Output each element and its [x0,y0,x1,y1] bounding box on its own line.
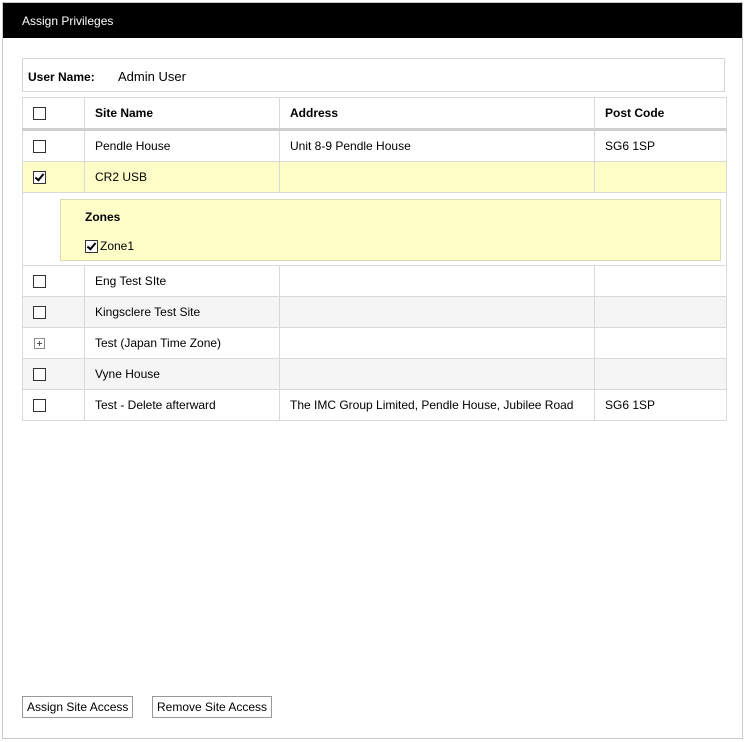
user-name-box [22,58,725,92]
expand-plus-icon[interactable] [34,338,45,349]
address-cell: The IMC Group Limited, Pendle House, Jubilee Road [280,390,595,421]
row-checkbox[interactable] [33,368,46,381]
table-row[interactable] [23,266,727,297]
site-name-cell: Vyne House [85,359,280,390]
site-name-cell: Test (Japan Time Zone) [85,328,280,359]
row-checkbox-cell [23,266,85,297]
table-row[interactable] [23,130,727,162]
zones-cell [23,193,727,266]
table-row[interactable] [23,328,727,359]
title-bar [3,3,742,38]
post-code-cell [595,328,727,359]
post-code-cell: SG6 1SP [595,390,727,421]
post-code-cell [595,266,727,297]
table-header-row [23,98,727,130]
address-cell: Unit 8-9 Pendle House [280,130,595,162]
zones-row [23,193,727,266]
table-row[interactable] [23,359,727,390]
row-expander-cell [23,328,85,359]
zones-title: Zones [85,210,121,224]
zone-item[interactable] [85,239,134,253]
row-checkbox[interactable] [33,275,46,288]
window-title: Assign Privileges [22,14,114,28]
sites-table [22,97,727,421]
row-checkbox[interactable] [33,140,46,153]
user-name-value: Admin User [118,69,186,84]
site-name-cell: CR2 USB [85,162,280,193]
assign-site-access-button[interactable]: Assign Site Access [22,696,133,718]
row-checkbox-cell [23,390,85,421]
column-header-address[interactable]: Address [280,98,595,130]
address-cell [280,359,595,390]
table-row[interactable] [23,297,727,328]
row-checkbox-cell [23,130,85,162]
column-header-site-name[interactable]: Site Name [85,98,280,130]
site-name-cell: Test - Delete afterward [85,390,280,421]
select-all-checkbox[interactable] [33,107,46,120]
post-code-cell [595,162,727,193]
site-name-cell: Eng Test SIte [85,266,280,297]
row-checkbox[interactable] [33,306,46,319]
user-name-label: User Name: [28,70,95,84]
address-cell [280,162,595,193]
address-cell [280,266,595,297]
select-all-cell [23,98,85,130]
zone-checkbox[interactable] [85,240,98,253]
row-checkbox-cell [23,359,85,390]
zone-label: Zone1 [100,239,135,253]
post-code-cell [595,359,727,390]
site-name-cell: Kingsclere Test Site [85,297,280,328]
table-row[interactable] [23,390,727,421]
zones-panel [60,199,721,261]
row-checkbox-cell [23,162,85,193]
address-cell [280,297,595,328]
row-checkbox-cell [23,297,85,328]
remove-site-access-button[interactable]: Remove Site Access [152,696,272,718]
post-code-cell [595,297,727,328]
post-code-cell: SG6 1SP [595,130,727,162]
table-row[interactable] [23,162,727,193]
address-cell [280,328,595,359]
row-checkbox[interactable] [33,171,46,184]
site-name-cell: Pendle House [85,130,280,162]
dialog-window [2,2,743,739]
column-header-post-code[interactable]: Post Code [595,98,727,130]
row-checkbox[interactable] [33,399,46,412]
